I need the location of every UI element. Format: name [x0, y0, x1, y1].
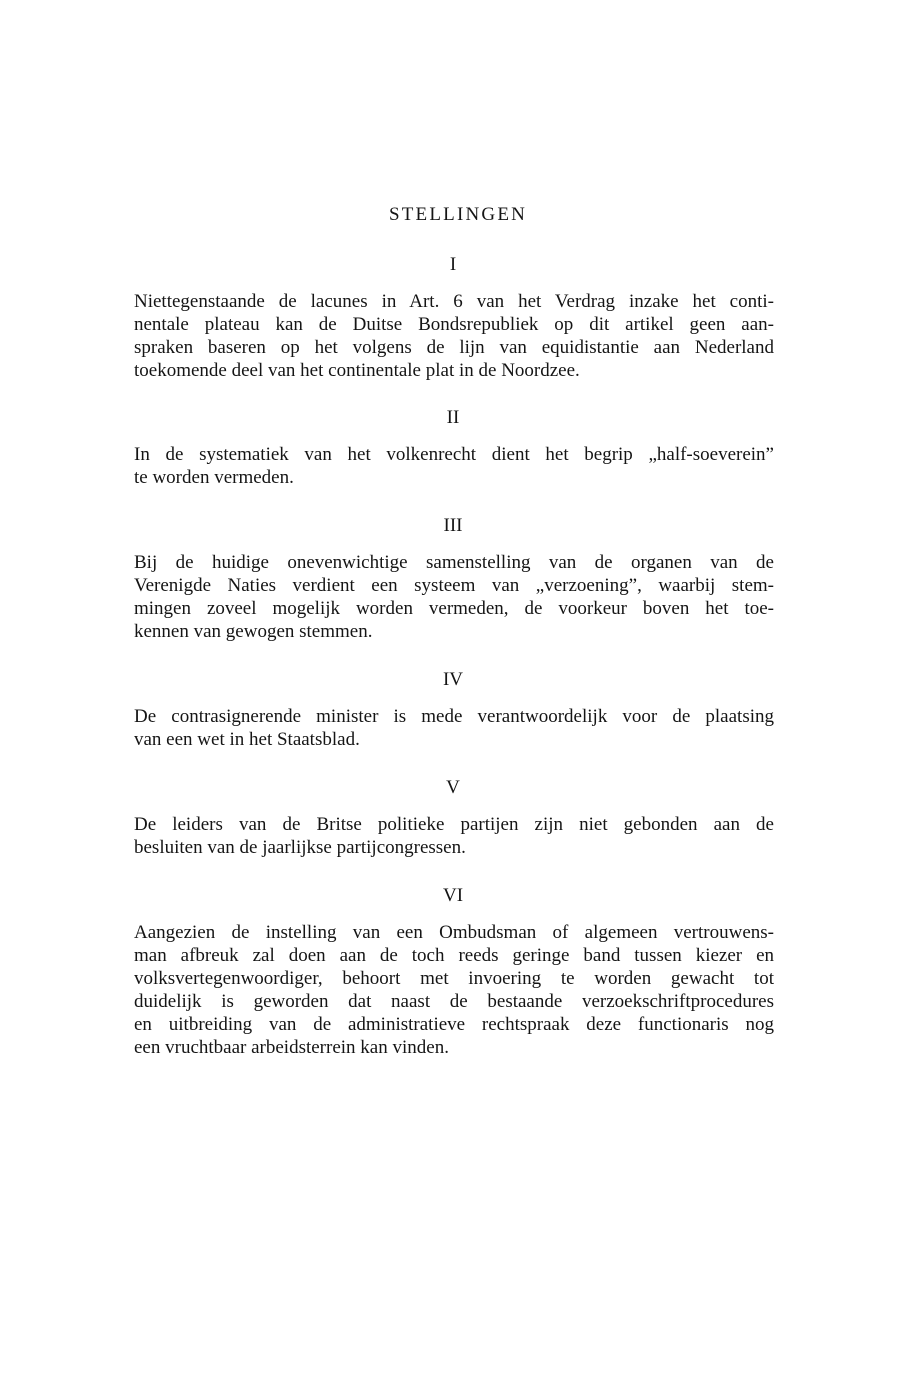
thesis-numeral-v: V	[446, 777, 460, 798]
text-line: man afbreuk zal doen aan de toch reeds geringe band tussen kiezer en	[134, 945, 774, 966]
thesis-numeral-i: I	[449, 254, 457, 275]
thesis-text-i	[134, 290, 774, 382]
text-line: Niettegenstaande de lacunes in Art. 6 van het Verdrag inzake het conti-	[134, 291, 774, 312]
text-line: van een wet in het Staatsblad.	[134, 729, 360, 750]
text-line: toekomende deel van het continentale plat in de Noordzee.	[134, 360, 580, 381]
text-line: Bij de huidige onevenwichtige samenstelling van de organen van de	[134, 552, 774, 573]
text-line: De leiders van de Britse politieke partijen zijn niet gebonden aan de	[134, 814, 774, 835]
text-line: duidelijk is geworden dat naast de bestaande verzoekschriftprocedures	[134, 991, 774, 1012]
page-title: STELLINGEN	[388, 204, 528, 225]
text-line: kennen van gewogen stemmen.	[134, 621, 373, 642]
thesis-text-iii	[134, 551, 774, 643]
text-line: In de systematiek van het volkenrecht dient het begrip „half-soeverein”	[134, 444, 774, 465]
thesis-numeral-vi: VI	[442, 885, 464, 906]
thesis-text-ii	[134, 443, 774, 489]
text-line: volksvertegenwoordiger, behoort met invoering te worden gewacht tot	[134, 968, 774, 989]
thesis-text-iv	[134, 705, 774, 751]
text-line: De contrasignerende minister is mede verantwoordelijk voor de plaatsing	[134, 706, 774, 727]
text-line: Verenigde Naties verdient een systeem van „verzoening”, waarbij stem-	[134, 575, 774, 596]
thesis-numeral-iv: IV	[442, 669, 464, 690]
text-line: en uitbreiding van de administratieve rechtspraak deze functionaris nog	[134, 1014, 774, 1035]
thesis-numeral-ii: II	[446, 407, 460, 428]
thesis-numeral-iii: III	[443, 515, 463, 536]
text-line: Aangezien de instelling van een Ombudsman of algemeen vertrouwens-	[134, 922, 774, 943]
thesis-text-vi	[134, 921, 774, 1059]
text-line: een vruchtbaar arbeidsterrein kan vinden.	[134, 1037, 449, 1058]
text-line: besluiten van de jaarlijkse partijcongressen.	[134, 837, 466, 858]
text-line: mingen zoveel mogelijk worden vermeden, de voorkeur boven het toe-	[134, 598, 774, 619]
thesis-text-v	[134, 813, 774, 859]
text-line: nentale plateau kan de Duitse Bondsrepubliek op dit artikel geen aan-	[134, 314, 774, 335]
text-line: spraken baseren op het volgens de lijn van equidistantie aan Nederland	[134, 337, 774, 358]
text-line: te worden vermeden.	[134, 467, 294, 488]
